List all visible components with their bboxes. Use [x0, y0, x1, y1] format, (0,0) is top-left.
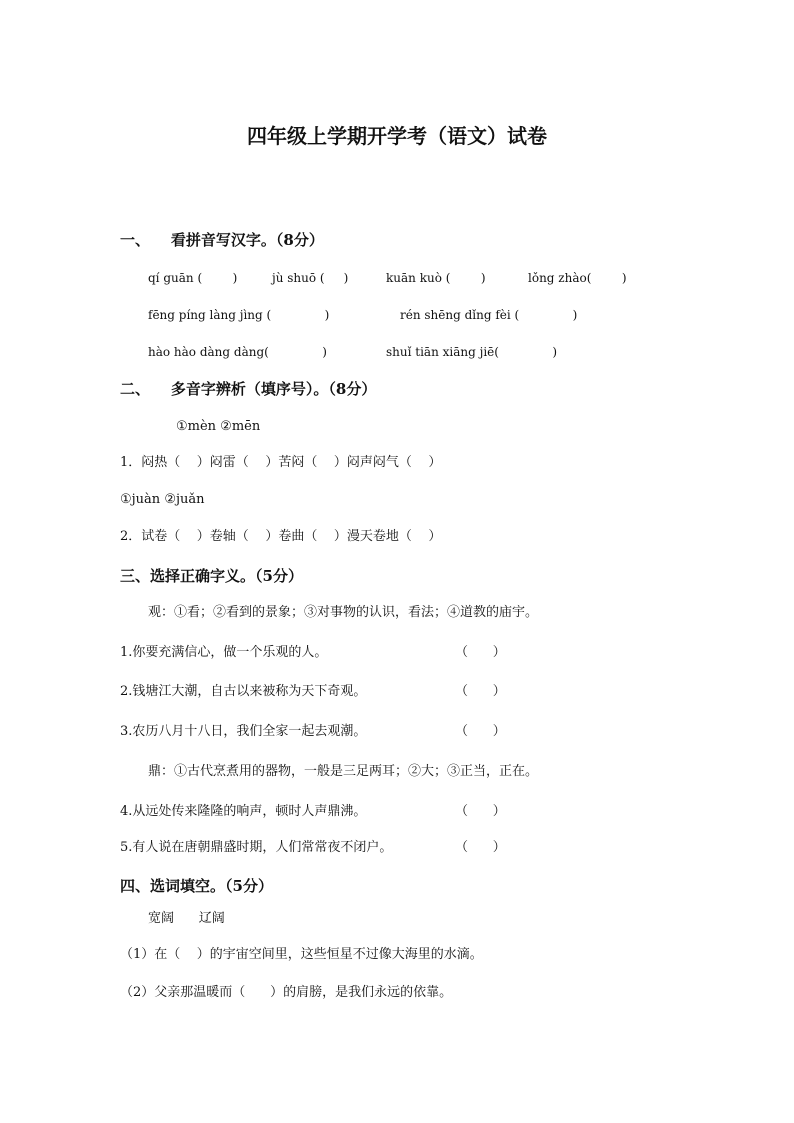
section-2-heading: 二、 多音字辨析（填序号）。（8分）: [120, 380, 377, 398]
question-line: 3.农历八月十八日，我们全家一起去观潮。: [120, 724, 367, 739]
answer-blank: （ ）: [455, 840, 506, 855]
pronunciation-options: ①juàn ②juǎn: [120, 492, 205, 507]
pinyin-item: fēng píng làng jìng ( ): [148, 308, 330, 322]
section-4-heading: 四、选词填空。（5分）: [120, 877, 273, 895]
answer-blank: （ ）: [455, 684, 506, 699]
question-line: 4.从远处传来隆隆的响声，顿时人声鼎沸。: [120, 804, 367, 819]
question-line: （1）在（ ）的宇宙空间里，这些恒星不过像大海里的水滴。: [120, 947, 483, 962]
pinyin-item: hào hào dàng dàng( ): [148, 345, 327, 359]
definition-line: 鼎：①古代烹煮用的器物，一般是三足两耳；②大；③正当，正在。: [148, 764, 539, 779]
question-line: （2）父亲那温暖而（ ）的肩膀，是我们永远的依靠。: [120, 985, 453, 1000]
section-3-heading: 三、选择正确字义。（5分）: [120, 567, 303, 585]
pinyin-item: qí guān ( ): [148, 271, 238, 285]
page-title: 四年级上学期开学考（语文）试卷: [247, 124, 547, 148]
question-line: 5.有人说在唐朝鼎盛时期，人们常常夜不闭户。: [120, 840, 393, 855]
pinyin-item: rén shēng dǐng fèi ( ): [400, 308, 578, 322]
question-line: 1．闷热（ ）闷雷（ ）苦闷（ ）闷声闷气（ ）: [120, 455, 442, 470]
pinyin-item: shuǐ tiān xiāng jiē( ): [386, 345, 558, 359]
pinyin-item: kuān kuò ( ): [386, 271, 486, 285]
question-line: 2．试卷（ ）卷轴（ ）卷曲（ ）漫天卷地（ ）: [120, 529, 442, 544]
word-choices: 宽阔 辽阔: [148, 911, 225, 926]
pronunciation-options: ①mèn ②mēn: [176, 419, 261, 434]
question-line: 2.钱塘江大潮，自古以来被称为天下奇观。: [120, 684, 367, 699]
section-1-heading: 一、 看拼音写汉字。（8分）: [120, 231, 324, 249]
answer-blank: （ ）: [455, 804, 506, 819]
pinyin-item: lǒng zhào( ): [528, 271, 627, 285]
answer-blank: （ ）: [455, 645, 506, 660]
pinyin-item: jù shuō ( ): [272, 271, 349, 285]
definition-line: 观：①看；②看到的景象；③对事物的认识，看法；④道教的庙宇。: [148, 605, 539, 620]
question-line: 1.你要充满信心，做一个乐观的人。: [120, 645, 328, 660]
answer-blank: （ ）: [455, 724, 506, 739]
